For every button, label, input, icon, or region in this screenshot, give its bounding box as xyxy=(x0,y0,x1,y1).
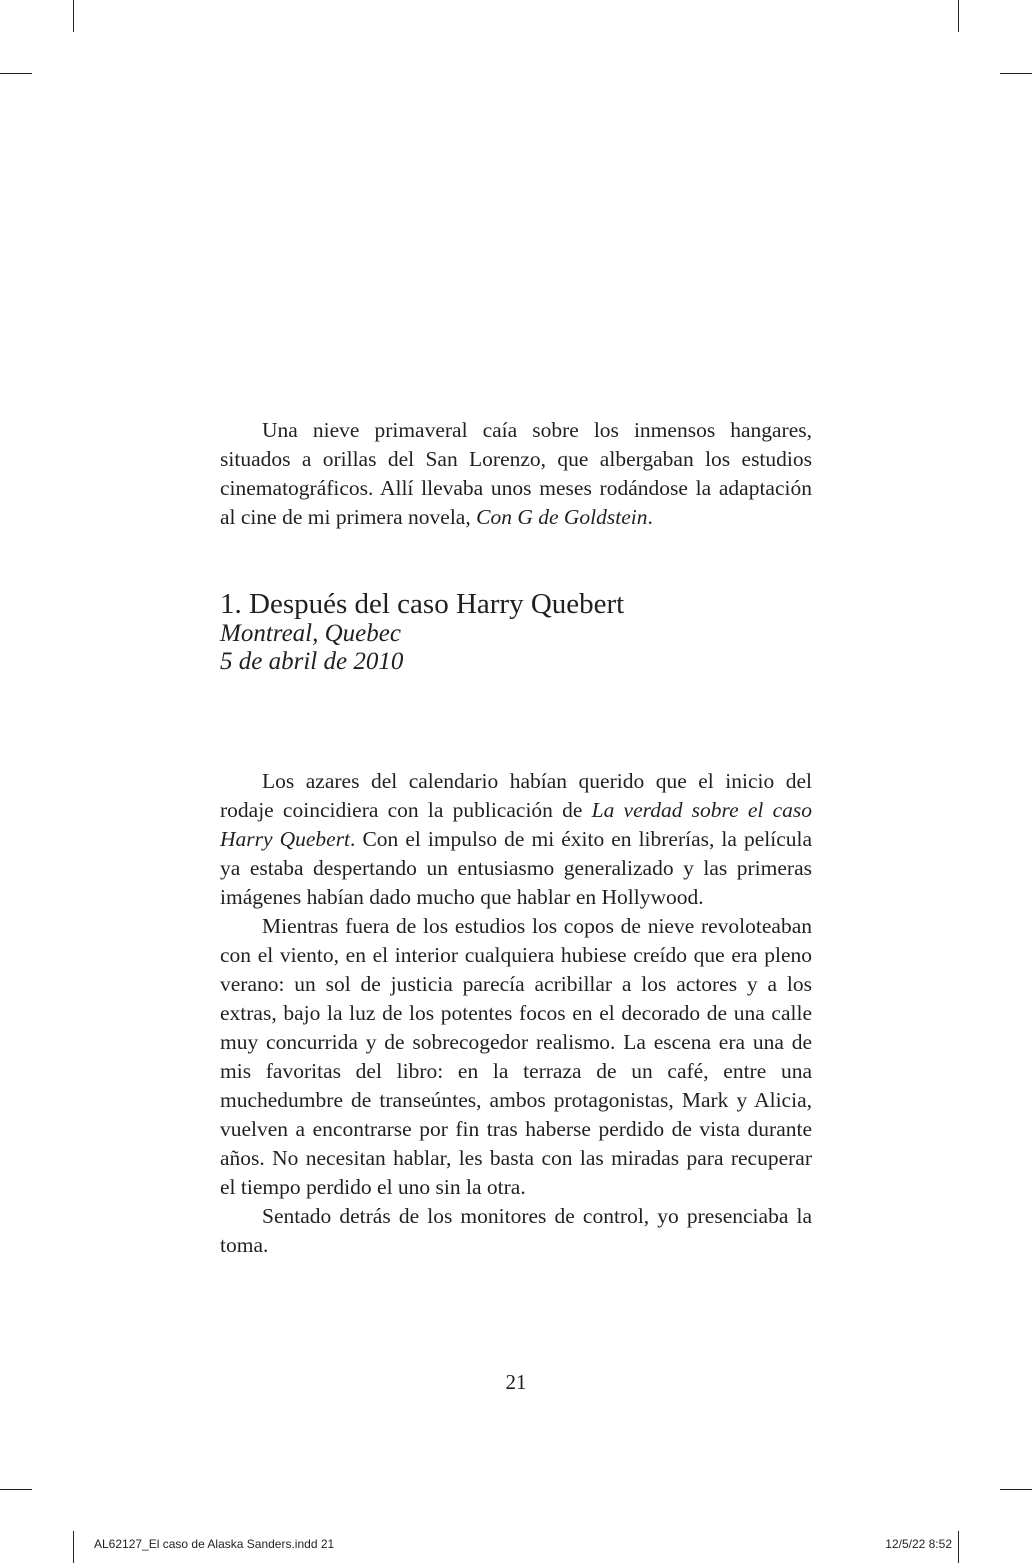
crop-mark-top-right-h xyxy=(1000,73,1032,74)
crop-mark-bottom-right xyxy=(958,1531,959,1563)
chapter-place: Montreal, Quebec xyxy=(220,620,401,647)
slug-timestamp: 12/5/22 8:52 xyxy=(885,1537,952,1551)
body-text xyxy=(220,767,812,1260)
body-paragraph-2: Mientras fuera de los estudios los copos de nieve revoloteaban con el viento, en el interior cualquiera hubiese creído que era pleno verano: un sol de justicia parecía acribillar a los actores y a los extras, bajo la luz de los potentes focos en el decorado de una calle muy concurrida y de sobrecogedor realismo. La escena era una de mis favoritas del libro: en la terraza de un café, entre una muchedumbre de transeúntes, ambos protagonistas, Mark y Alicia, vuelven a encontrarse por fin tras haberse perdido de vista durante años. No necesitan hablar, les basta con las miradas para recuperar el tiempo perdido el uno sin la otra. xyxy=(220,914,812,1199)
crop-mark-top-left xyxy=(73,0,74,32)
crop-mark-bottom-left xyxy=(73,1531,74,1563)
chapter-heading xyxy=(220,588,820,676)
body-paragraph-3: Sentado detrás de los monitores de control, yo presenciaba la toma. xyxy=(220,1204,812,1257)
slug-filename: AL62127_El caso de Alaska Sanders.indd 21 xyxy=(94,1537,335,1551)
crop-mark-bottom-left-h xyxy=(0,1489,32,1490)
chapter-title: 1. Después del caso Harry Quebert xyxy=(220,588,625,620)
crop-mark-bottom-right-h xyxy=(1000,1489,1032,1490)
crop-mark-top-right xyxy=(958,0,959,32)
intro-paragraph: Una nieve primaveral caía sobre los inmensos hangares, situados a orillas del San Lorenzo, que albergaban los estudios cinematográficos. Allí llevaba unos meses rodándose la adaptación al cine de mi primera novela, Con G de Goldstein. xyxy=(220,418,812,529)
crop-mark-top-left-h xyxy=(0,73,32,74)
chapter-date: 5 de abril de 2010 xyxy=(220,648,404,675)
book-title-goldstein: Con G de Goldstein xyxy=(476,505,648,529)
page-number: 21 xyxy=(505,1370,527,1394)
body-paragraph-1: Los azares del calendario habían querido que el inicio del rodaje coincidiera con la publicación de La verdad sobre el caso Harry Quebert. Con el impulso de mi éxito en librerías, la película ya estaba despertando un entusiasmo generalizado y las primeras imágenes habían dado mucho que hablar en Hollywood. xyxy=(220,769,813,909)
intro-section xyxy=(220,416,812,532)
book-title-harry-quebert: La verdad sobre el caso Harry Quebert xyxy=(220,798,812,851)
